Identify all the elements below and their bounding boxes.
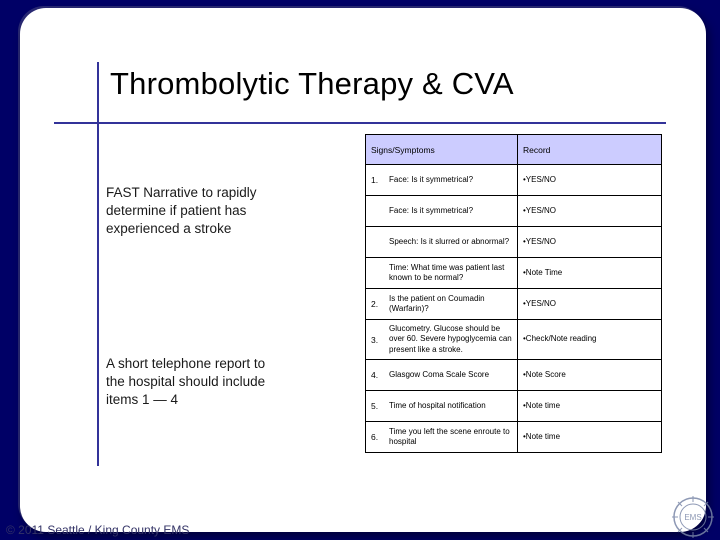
seal-label: EMS <box>684 513 702 522</box>
header-signs-symptoms: Signs/Symptoms <box>366 135 518 165</box>
left-accent-line <box>97 62 99 466</box>
row-question: Face: Is it symmetrical? <box>389 174 474 184</box>
table-row <box>366 258 662 289</box>
row-question: Time you left the scene enroute to hospital <box>389 426 510 447</box>
row-question: Time: What time was patient last known to be normal? <box>389 262 505 282</box>
fast-narrative-text: FAST Narrative to rapidly determine if patient has experienced a stroke <box>106 185 257 236</box>
table-row <box>366 227 662 258</box>
row-question: Speech: Is it slurred or abnormal? <box>389 236 510 246</box>
row-number: 5. <box>371 401 379 412</box>
row-question: Time of hospital notification <box>389 400 486 410</box>
row-question: Glasgow Coma Scale Score <box>389 369 490 379</box>
telephone-report-text: A short telephone report to the hospital should include items 1 — 4 <box>106 356 266 407</box>
row-number: 4. <box>371 370 379 381</box>
table-row <box>366 165 662 196</box>
row-question: Glucometry. Glucose should be over 60. Severe hypoglycemia can present like a stroke. <box>389 324 512 354</box>
table-row <box>366 320 662 360</box>
row-record: •YES/NO <box>518 289 662 320</box>
row-record: •YES/NO <box>518 165 662 196</box>
row-number: 6. <box>371 432 379 443</box>
row-record: •Check/Note reading <box>518 320 662 360</box>
king-county-ems-seal-icon <box>670 494 716 540</box>
signs-symptoms-table <box>365 134 662 453</box>
row-record: •Note Score <box>518 360 662 391</box>
row-number: 3. <box>371 334 379 345</box>
page-title: Thrombolytic Therapy & CVA <box>110 66 514 101</box>
row-record: •Note Time <box>518 258 662 289</box>
table-row <box>366 391 662 422</box>
table-row <box>366 289 662 320</box>
row-record: •Note time <box>518 391 662 422</box>
table-row <box>366 196 662 227</box>
row-question: Is the patient on Coumadin (Warfarin)? <box>389 293 485 313</box>
row-record: •YES/NO <box>518 196 662 227</box>
title-underline <box>54 122 666 124</box>
row-number: 2. <box>371 299 379 309</box>
table-header-row <box>366 135 662 165</box>
row-question: Face: Is it symmetrical? <box>389 205 474 215</box>
signs-table-body <box>366 165 662 453</box>
row-record: •Note time <box>518 422 662 453</box>
slide-card <box>20 8 706 532</box>
copyright-footer: © 2011 Seattle / King County EMS <box>6 523 190 537</box>
table-row <box>366 360 662 391</box>
row-number: 1. <box>371 175 379 185</box>
row-record: •YES/NO <box>518 227 662 258</box>
header-record: Record <box>518 135 662 165</box>
table-row <box>366 422 662 453</box>
